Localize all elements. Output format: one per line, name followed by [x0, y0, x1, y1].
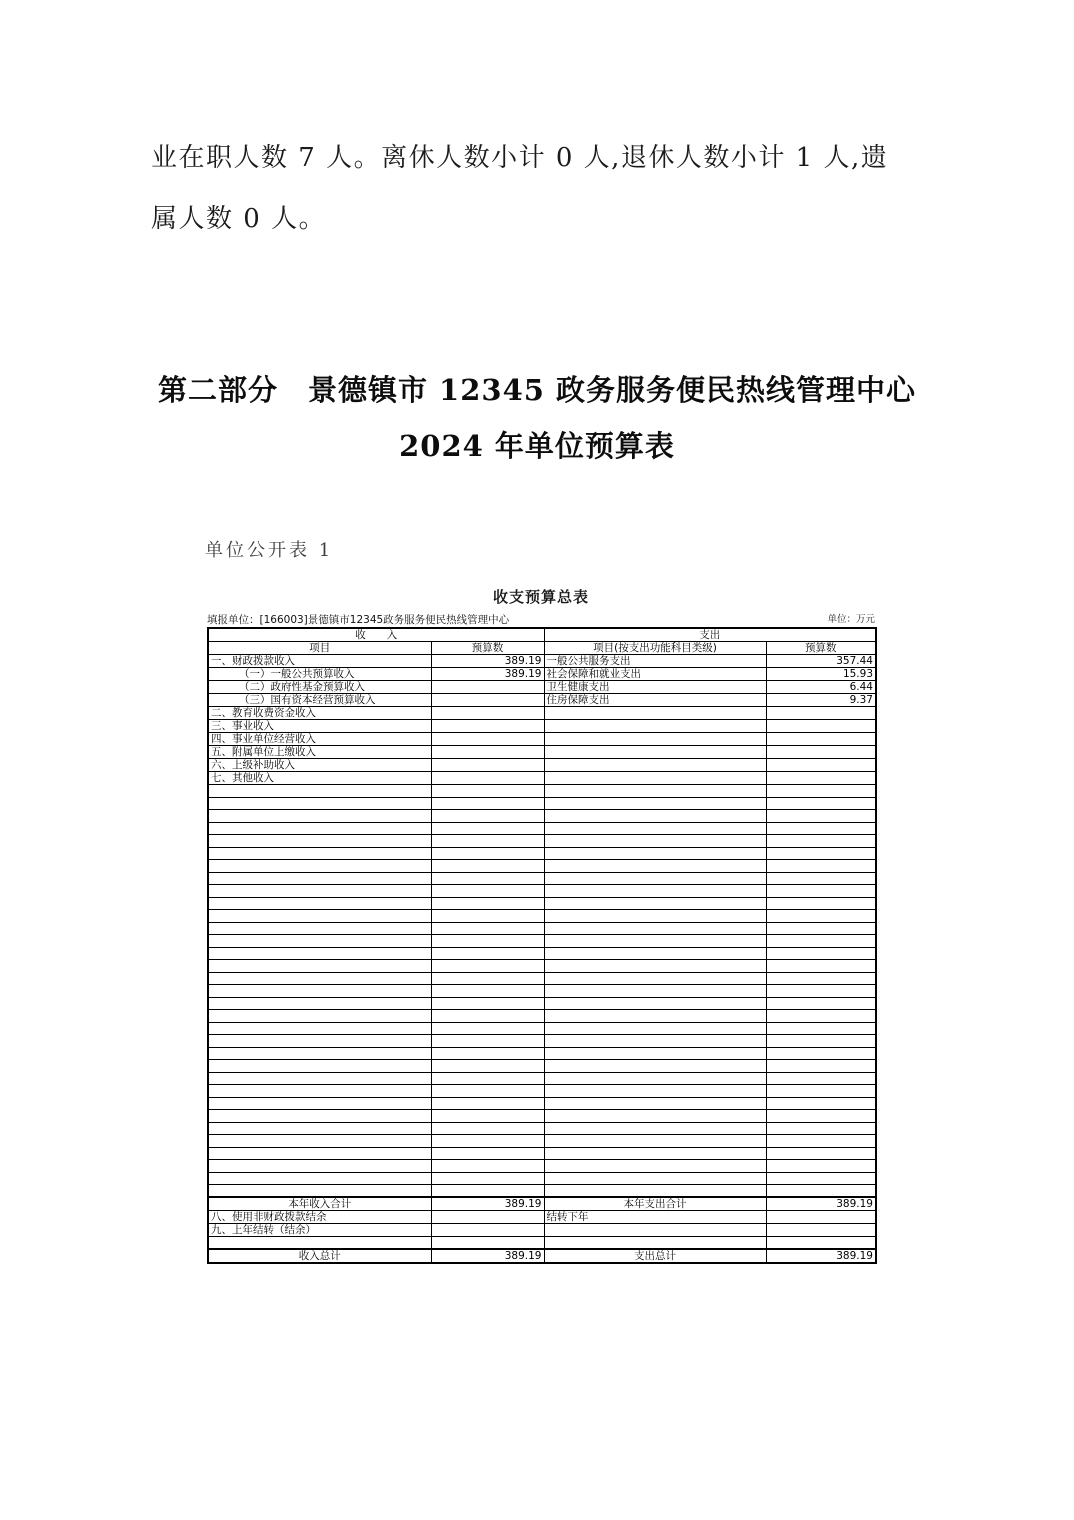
empty-cell [766, 1172, 876, 1185]
empty-cell [208, 885, 431, 898]
empty-cell [766, 947, 876, 960]
expense-value-cell [766, 1211, 876, 1224]
empty-cell [208, 797, 431, 810]
empty-row [208, 997, 876, 1010]
expense-value-cell [766, 720, 876, 733]
empty-cell [431, 847, 544, 860]
empty-cell [208, 1097, 431, 1110]
empty-cell [766, 935, 876, 948]
empty-cell [766, 1135, 876, 1148]
expense-value-cell: 357.44 [766, 655, 876, 668]
income-value-cell: 389.19 [431, 668, 544, 681]
empty-cell [544, 910, 766, 923]
empty-row [208, 972, 876, 985]
empty-cell [544, 947, 766, 960]
expense-value-cell [766, 759, 876, 772]
empty-cell [766, 1237, 876, 1250]
table-row [208, 681, 876, 694]
expense-value-cell [766, 772, 876, 785]
empty-row [208, 797, 876, 810]
income-total-label: 收入总计 [208, 1249, 431, 1263]
empty-cell [431, 972, 544, 985]
empty-cell [208, 960, 431, 973]
empty-cell [431, 1072, 544, 1085]
empty-row [208, 885, 876, 898]
empty-cell [208, 1060, 431, 1073]
empty-cell [431, 1122, 544, 1135]
empty-cell [544, 822, 766, 835]
intro-line-2: 属人数 0 人。 [151, 204, 327, 234]
empty-cell [208, 1047, 431, 1060]
table-row [208, 759, 876, 772]
subtotal-row [208, 1197, 876, 1211]
empty-cell [431, 1047, 544, 1060]
income-value-cell [431, 759, 544, 772]
income-item-cell: 一、财政拨款收入 [208, 655, 431, 668]
empty-cell [766, 922, 876, 935]
intro-paragraph [151, 0, 934, 250]
expense-total-value: 389.19 [766, 1249, 876, 1263]
table-row [208, 707, 876, 720]
empty-row [208, 822, 876, 835]
empty-cell [544, 897, 766, 910]
empty-cell [431, 1185, 544, 1198]
empty-row [208, 1160, 876, 1173]
unit-note: 单位：万元 [827, 614, 875, 625]
empty-row [208, 1135, 876, 1148]
empty-row [208, 785, 876, 798]
table-row [208, 694, 876, 707]
empty-cell [431, 1237, 544, 1250]
income-total-value: 389.19 [431, 1249, 544, 1263]
empty-cell [544, 1237, 766, 1250]
empty-cell [208, 1160, 431, 1173]
empty-cell [208, 785, 431, 798]
empty-cell [544, 1172, 766, 1185]
empty-row [208, 1097, 876, 1110]
empty-cell [544, 960, 766, 973]
income-group-header: 收 入 [208, 628, 544, 642]
empty-cell [544, 1147, 766, 1160]
income-item-cell: 三、事业收入 [208, 720, 431, 733]
empty-cell [431, 922, 544, 935]
empty-cell [208, 1135, 431, 1148]
empty-cell [766, 872, 876, 885]
income-value-cell [431, 694, 544, 707]
empty-row [208, 1060, 876, 1073]
empty-cell [544, 1097, 766, 1110]
empty-row [208, 947, 876, 960]
income-item-cell: （二）政府性基金预算收入 [208, 681, 431, 694]
empty-cell [431, 985, 544, 998]
empty-row [208, 985, 876, 998]
empty-cell [431, 1085, 544, 1098]
empty-row [208, 1147, 876, 1160]
empty-row [208, 1110, 876, 1123]
empty-cell [766, 1085, 876, 1098]
empty-cell [766, 847, 876, 860]
empty-row [208, 1010, 876, 1023]
empty-cell [431, 785, 544, 798]
empty-cell [766, 960, 876, 973]
empty-cell [544, 810, 766, 823]
empty-cell [766, 1185, 876, 1198]
reporting-unit: 填报单位：[166003]景德镇市12345政务服务便民热线管理中心 [207, 614, 510, 626]
empty-cell [431, 1160, 544, 1173]
empty-cell [208, 1147, 431, 1160]
empty-cell [544, 860, 766, 873]
empty-row [208, 810, 876, 823]
empty-cell [208, 922, 431, 935]
empty-cell [766, 860, 876, 873]
empty-cell [544, 1135, 766, 1148]
expense-value-cell [766, 733, 876, 746]
empty-cell [208, 935, 431, 948]
table-row [208, 720, 876, 733]
empty-cell [208, 1110, 431, 1123]
empty-cell [544, 1085, 766, 1098]
empty-cell [544, 1010, 766, 1023]
section-heading-line-1: 第二部分 景德镇市 12345 政务服务便民热线管理中心 [157, 373, 917, 407]
empty-cell [431, 1147, 544, 1160]
empty-row [208, 935, 876, 948]
empty-row [208, 1085, 876, 1098]
income-subtotal-value: 389.19 [431, 1197, 544, 1211]
empty-cell [544, 885, 766, 898]
expense-value-cell [766, 746, 876, 759]
budget-table-title: 收支预算总表 [492, 588, 589, 606]
expense-subtotal-label: 本年支出合计 [544, 1197, 766, 1211]
empty-cell [431, 997, 544, 1010]
empty-row [208, 922, 876, 935]
empty-row [208, 897, 876, 910]
empty-cell [544, 922, 766, 935]
empty-cell [766, 1035, 876, 1048]
expense-item-cell: 结转下年 [544, 1211, 766, 1224]
empty-cell [431, 1035, 544, 1048]
expense-value-cell: 15.93 [766, 668, 876, 681]
budget-table [207, 627, 877, 1264]
col-header-income-budget: 预算数 [431, 642, 544, 655]
empty-cell [544, 935, 766, 948]
empty-cell [431, 822, 544, 835]
empty-cell [208, 1185, 431, 1198]
empty-cell [208, 1237, 431, 1250]
income-item-cell: 五、附属单位上缴收入 [208, 746, 431, 759]
income-value-cell [431, 746, 544, 759]
empty-cell [208, 847, 431, 860]
expense-item-cell [544, 720, 766, 733]
empty-row [208, 1122, 876, 1135]
expense-item-cell [544, 707, 766, 720]
empty-cell [766, 910, 876, 923]
empty-cell [766, 1072, 876, 1085]
empty-cell [766, 810, 876, 823]
col-header-expense-budget: 预算数 [766, 642, 876, 655]
empty-cell [208, 1035, 431, 1048]
empty-cell [208, 1072, 431, 1085]
empty-cell [431, 947, 544, 960]
empty-cell [431, 935, 544, 948]
empty-cell [431, 1022, 544, 1035]
empty-cell [766, 822, 876, 835]
spacer-row [208, 1237, 876, 1250]
empty-row [208, 847, 876, 860]
income-item-cell: 七、其他收入 [208, 772, 431, 785]
empty-cell [544, 797, 766, 810]
section-heading-line-2: 2024 年单位预算表 [399, 429, 675, 463]
group-header-row [208, 628, 876, 642]
empty-cell [544, 1047, 766, 1060]
table-row [208, 1211, 876, 1224]
income-value-cell [431, 1224, 544, 1237]
empty-row [208, 835, 876, 848]
income-item-cell: （三）国有资本经营预算收入 [208, 694, 431, 707]
income-item-cell: （一）一般公共预算收入 [208, 668, 431, 681]
income-item-cell: 六、上级补助收入 [208, 759, 431, 772]
empty-cell [544, 835, 766, 848]
empty-cell [431, 960, 544, 973]
empty-cell [544, 1110, 766, 1123]
empty-cell [208, 822, 431, 835]
empty-cell [766, 1047, 876, 1060]
empty-cell [431, 885, 544, 898]
empty-cell [208, 997, 431, 1010]
empty-row [208, 1072, 876, 1085]
empty-cell [431, 1135, 544, 1148]
empty-cell [766, 1110, 876, 1123]
expense-value-cell: 9.37 [766, 694, 876, 707]
empty-cell [431, 872, 544, 885]
table-row [208, 1224, 876, 1237]
empty-cell [766, 972, 876, 985]
table-row [208, 733, 876, 746]
income-item-cell: 四、事业单位经营收入 [208, 733, 431, 746]
income-value-cell [431, 772, 544, 785]
expense-total-label: 支出总计 [544, 1249, 766, 1263]
empty-cell [208, 1122, 431, 1135]
expense-item-cell: 社会保障和就业支出 [544, 668, 766, 681]
expense-item-cell [544, 772, 766, 785]
empty-cell [544, 1060, 766, 1073]
income-item-cell: 八、使用非财政拨款结余 [208, 1211, 431, 1224]
expense-value-cell [766, 707, 876, 720]
empty-cell [208, 835, 431, 848]
expense-item-cell [544, 759, 766, 772]
expense-item-cell [544, 733, 766, 746]
empty-cell [431, 1097, 544, 1110]
empty-row [208, 910, 876, 923]
expense-value-cell [766, 1224, 876, 1237]
table-row [208, 772, 876, 785]
empty-row [208, 1047, 876, 1060]
empty-cell [544, 972, 766, 985]
table-row [208, 746, 876, 759]
expense-item-cell: 住房保障支出 [544, 694, 766, 707]
empty-row [208, 872, 876, 885]
empty-cell [544, 785, 766, 798]
empty-cell [431, 1060, 544, 1073]
empty-rows-block [208, 785, 876, 1198]
empty-row [208, 960, 876, 973]
expense-item-cell: 一般公共服务支出 [544, 655, 766, 668]
empty-cell [431, 1010, 544, 1023]
empty-cell [431, 897, 544, 910]
empty-cell [544, 1185, 766, 1198]
empty-cell [544, 985, 766, 998]
empty-cell [544, 872, 766, 885]
empty-cell [208, 972, 431, 985]
empty-row [208, 1185, 876, 1198]
empty-cell [431, 860, 544, 873]
empty-cell [208, 910, 431, 923]
empty-cell [208, 947, 431, 960]
income-value-cell [431, 720, 544, 733]
empty-cell [766, 1160, 876, 1173]
empty-cell [431, 810, 544, 823]
empty-cell [208, 985, 431, 998]
income-item-cell: 九、上年结转（结余） [208, 1224, 431, 1237]
empty-cell [766, 797, 876, 810]
intro-line-1: 业在职人数 7 人。离休人数小计 0 人,退休人数小计 1 人,遗 [151, 143, 889, 173]
income-value-cell [431, 1211, 544, 1224]
empty-cell [544, 997, 766, 1010]
empty-cell [208, 1022, 431, 1035]
empty-cell [208, 1085, 431, 1098]
empty-cell [766, 897, 876, 910]
table-label: 单位公开表 1 [205, 540, 334, 561]
empty-cell [766, 1097, 876, 1110]
income-subtotal-label: 本年收入合计 [208, 1197, 431, 1211]
empty-cell [208, 872, 431, 885]
table-row [208, 668, 876, 681]
empty-row [208, 1022, 876, 1035]
empty-cell [766, 1122, 876, 1135]
empty-cell [431, 797, 544, 810]
section-heading [0, 362, 1074, 474]
empty-cell [431, 835, 544, 848]
empty-row [208, 1172, 876, 1185]
table-row [208, 655, 876, 668]
empty-cell [766, 985, 876, 998]
total-row [208, 1249, 876, 1263]
empty-row [208, 860, 876, 873]
col-header-expense-item: 项目(按支出功能科目类级) [544, 642, 766, 655]
income-value-cell [431, 681, 544, 694]
income-item-cell: 二、教育收费资金收入 [208, 707, 431, 720]
empty-cell [544, 1022, 766, 1035]
empty-cell [766, 1060, 876, 1073]
empty-cell [208, 897, 431, 910]
empty-cell [544, 1035, 766, 1048]
empty-cell [208, 1172, 431, 1185]
empty-cell [544, 1122, 766, 1135]
income-value-cell [431, 707, 544, 720]
empty-cell [766, 885, 876, 898]
empty-cell [431, 1110, 544, 1123]
empty-cell [766, 835, 876, 848]
table-meta-row [207, 614, 875, 626]
empty-cell [544, 1072, 766, 1085]
empty-cell [431, 1172, 544, 1185]
empty-cell [208, 860, 431, 873]
empty-cell [544, 847, 766, 860]
empty-cell [431, 910, 544, 923]
empty-cell [208, 810, 431, 823]
expense-item-cell: 卫生健康支出 [544, 681, 766, 694]
empty-cell [766, 1010, 876, 1023]
col-header-income-item: 项目 [208, 642, 431, 655]
expense-item-cell [544, 1224, 766, 1237]
empty-cell [766, 997, 876, 1010]
empty-cell [766, 785, 876, 798]
expense-value-cell: 6.44 [766, 681, 876, 694]
empty-row [208, 1035, 876, 1048]
expense-group-header: 支出 [544, 628, 876, 642]
income-value-cell: 389.19 [431, 655, 544, 668]
column-header-row [208, 642, 876, 655]
expense-subtotal-value: 389.19 [766, 1197, 876, 1211]
expense-item-cell [544, 746, 766, 759]
empty-cell [766, 1022, 876, 1035]
empty-cell [766, 1147, 876, 1160]
empty-cell [544, 1160, 766, 1173]
budget-table-section [207, 586, 875, 1264]
empty-cell [208, 1010, 431, 1023]
income-value-cell [431, 733, 544, 746]
